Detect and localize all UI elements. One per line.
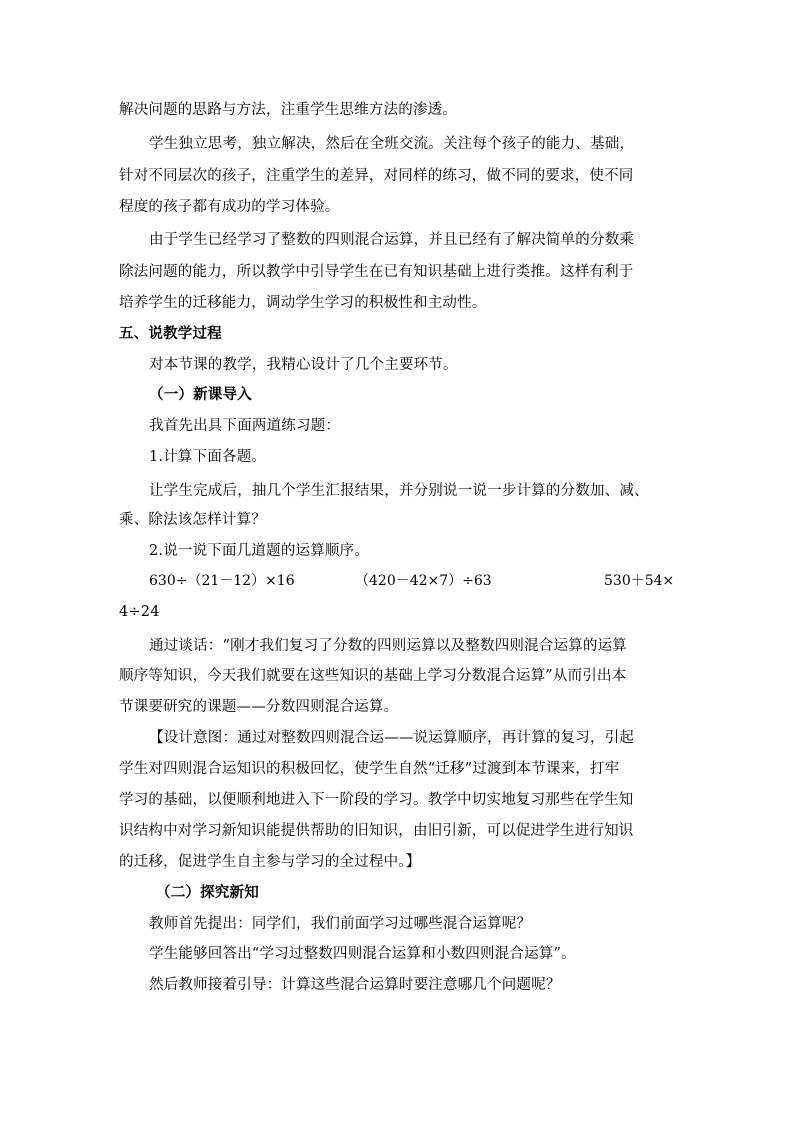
- paragraph-line: 除法问题的能力，所以教学中引导学生在已有知识基础上进行类推。这样有利于: [119, 264, 634, 280]
- paragraph-line: 教师首先提出：同学们，我们前面学习过哪些混合运算呢？: [149, 916, 532, 932]
- paragraph-line: 培养学生的迁移能力，调动学生学习的积极性和主动性。: [119, 295, 487, 311]
- subsection-heading: （一）新课导入: [149, 386, 252, 403]
- expression-1: 630÷（21－12）×16: [149, 573, 295, 589]
- design-intent-line: 学生对四则混合运知识的积极回忆，使学生自然“迁移”过渡到本节课来，打牢: [119, 761, 620, 777]
- paragraph-line: 程度的孩子都有成功的学习体验。: [119, 199, 340, 215]
- paragraph-line: 解决问题的思路与方法，注重学生思维方法的渗透。: [119, 102, 458, 118]
- paragraph-line: 让学生完成后，抽几个学生汇报结果，并分别说一说一步计算的分数加、减、: [149, 483, 649, 499]
- paragraph-line: 学生能够回答出“学习过整数四则混合运算和小数四则混合运算”。: [149, 946, 576, 962]
- paragraph-line: 对本节课的教学，我精心设计了几个主要环节。: [149, 357, 458, 373]
- expression-row: [149, 571, 699, 591]
- design-intent-line: 识结构中对学习新知识能提供帮助的旧知识，由旧引新，可以促进学生进行知识: [119, 823, 634, 839]
- paragraph-line: 学生独立思考，独立解决，然后在全班交流。关注每个孩子的能力、基础，: [149, 136, 635, 152]
- paragraph-line: 由于学生已经学习了整数的四则混合运算，并且已经有了解决简单的分数乘: [149, 232, 635, 248]
- paragraph-line: 然后教师接着引导：计算这些混合运算时要注意哪几个问题呢？: [149, 977, 561, 993]
- expression-3: 530＋54×: [604, 573, 675, 589]
- subsection-heading: （二）探究新知: [156, 884, 259, 901]
- expression-2: （420－42×7）÷63: [355, 573, 492, 589]
- design-intent-line: 学习的基础，以便顺利地进入下一阶段的学习。教学中切实地复习那些在学生知: [119, 792, 634, 808]
- paragraph-line: 通过谈话：“刚才我们复习了分数的四则运算以及整数四则混合运算的运算: [149, 638, 628, 654]
- section-heading: 五、说教学过程: [119, 325, 222, 342]
- paragraph-line: 我首先出具下面两道练习题：: [149, 418, 341, 434]
- paragraph-line: 针对不同层次的孩子，注重学生的差异，对同样的练习，做不同的要求，使不同: [119, 168, 634, 184]
- exercise-item: 1.计算下面各题。: [149, 449, 267, 465]
- paragraph-line: 乘、除法该怎样计算？: [119, 512, 266, 528]
- design-intent-line: 的迁移，促进学生自主参与学习的全过程中。】: [119, 854, 421, 870]
- paragraph-line: 节课要研究的课题——分数四则混合运算。: [119, 699, 399, 715]
- paragraph-line: 顺序等知识，今天我们就要在这些知识的基础上学习分数混合运算”从而引出本: [119, 668, 627, 684]
- expression-3-continued: 4÷24: [119, 604, 160, 620]
- exercise-item: 2.说一说下面几道题的运算顺序。: [149, 543, 370, 559]
- design-intent-line: 【设计意图：通过对整数四则混合运——说运算顺序，再计算的复习，引起: [149, 730, 635, 746]
